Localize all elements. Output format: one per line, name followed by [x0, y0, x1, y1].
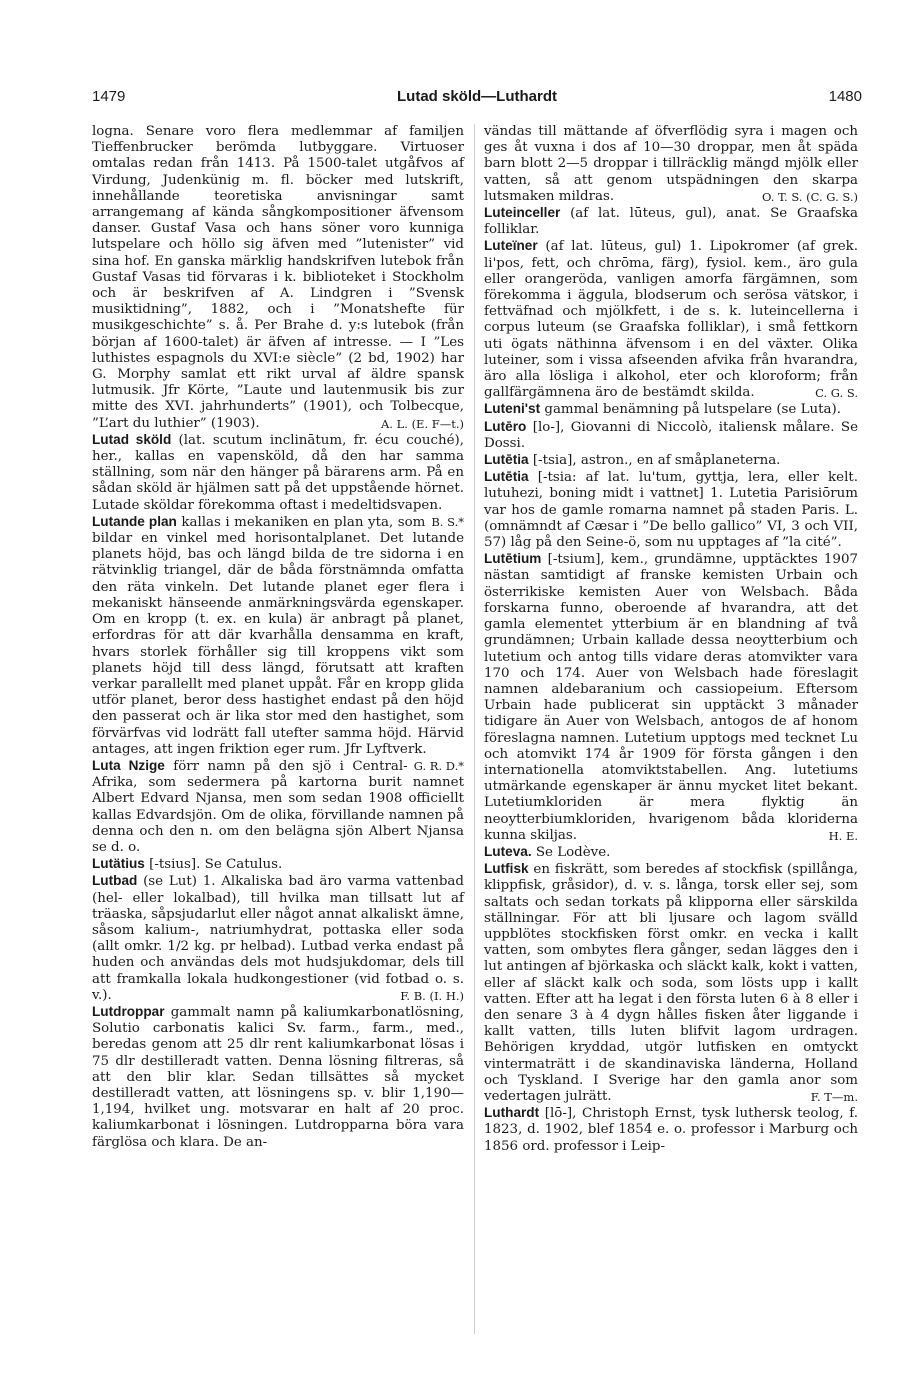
entry-text: [lo-], Giovanni di Niccolò, italiensk målare. Se Dossi. — [484, 419, 858, 451]
entry-text: (af lat. lūteus, gul) 1. Lipokromer (af grek. li'pos, fett, och chrōma, färg), fysiol. kem., äro gula eller orangeröda, vanligen amorfa färgämnen, som förekomma i äggula, blodserum och serösa vätskor, i fettväfnad och mjölkfett, i de s. k. luteincellerna i corpus luteum (se Graafska folliklar), i små fettkorn uti ögats näthinna äfvensom i en del växter. Olika luteiner, som i vissa afseenden afvika från hvarandra, äro alla lösliga i alkohol, eter och kloroform; från gallfärgämnena äro de bestämdt skilda. — [484, 239, 858, 401]
entry-lutdroppar — [92, 1004, 464, 1151]
headword: Luteinceller — [484, 205, 561, 221]
entry-continuation-lutdroppar — [484, 124, 858, 205]
entry-text: (af lat. lūteus, gul), anat. Se Graafska folliklar. — [484, 206, 858, 238]
entry-luthardt — [484, 1105, 858, 1155]
headword: Luta Nzige — [92, 757, 165, 773]
left-page-number: 1479 — [92, 88, 126, 105]
entry-text: Se Lodève. — [535, 844, 611, 860]
headword: Lutbad — [92, 873, 138, 889]
entry-lutbad — [92, 873, 464, 1004]
entry-lutfisk — [484, 861, 858, 1105]
entry-signature: H. E. — [828, 828, 858, 843]
headword: Lutēro — [484, 418, 527, 434]
entry-signature: G. R. D.* — [413, 758, 464, 773]
entry-signature: A. L. (E. F—t.) — [381, 416, 464, 431]
entry-text: [-tsius]. Se Catulus. — [149, 857, 283, 873]
headword: Luteïner — [484, 238, 538, 254]
entry-lutero — [484, 419, 858, 452]
headword: Lutdroppar — [92, 1003, 165, 1019]
entry-signature: F. B. (I. H.) — [400, 988, 464, 1003]
entry-luta-nzige — [92, 758, 464, 856]
headword: Lutētia — [484, 452, 529, 468]
entry-lutetia-astron — [484, 452, 858, 469]
entry-text: [-tsia: af lat. lu'tum, gyttja, lera, eller kelt. lutuhezi, boning midt i vattnet] 1. Lutetia Parisiōrum var hos de gamle romarna namnet på staden Paris. L. (omnämndt af Cæsar i ”De bello gallico” VI, 3 och VII, 57) låg på den Seine-ö, som nu upptages af ”la cité”. — [484, 470, 858, 551]
headword: Luteni'st — [484, 401, 541, 417]
headword: Luthardt — [484, 1105, 540, 1121]
entry-lutetia-city — [484, 469, 858, 551]
entry-text: [-tsia], astron., en af småplaneterna. — [532, 453, 781, 469]
entry-signature: O. T. S. (C. G. S.) — [761, 189, 858, 204]
entry-text: [lō-], Christoph Ernst, tysk luthersk teolog, f. 1823, d. 1902, blef 1854 e. o. professor i Marburg och 1856 ord. professor i Leip- — [484, 1106, 858, 1154]
entry-text: vändas till mättande af öfverflödig syra i magen och ges åt vuxna i dos af 10—30 droppar, men åt späda barn blott 2—5 droppar i tillräcklig mängd mjölk eller vatten, så att genom utspädningen den skarpa lutsmaken mildras. — [484, 124, 858, 204]
entry-luteinceller — [484, 205, 858, 238]
left-column — [92, 124, 464, 1151]
headword: Lutad sköld — [92, 431, 172, 447]
entry-lutatius — [92, 856, 464, 873]
page-header — [92, 88, 862, 110]
entry-signature: F. T—m. — [810, 1089, 858, 1104]
entry-signature: C. G. S. — [815, 386, 858, 401]
entry-lutetium — [484, 551, 858, 844]
entry-text: (lat. scutum inclinātum, fr. écu couché), her., kallas en vapensköld, då den har samma ställning, som när den hänger på bärarens arm. På en sådan sköld är hjälmen satt på det uppstående hörnet. Lutade sköldar förekomma oftast i medeltidsvapen. — [92, 432, 464, 513]
entry-luteva — [484, 844, 858, 861]
entry-text: [-tsium], kem., grundämne, upptäcktes 1907 nästan samtidigt af franske kemisten Urbain och österrikiske kemisten Auer von Welsbach. Båda forskarna funno, oberoende af hvarandra, att det gamla elementet ytterbium är en blandning af två grundämnen; Urbain kallade dessa neoytterbium och lutetium och antog tills vidare deras atomvikter vara 170 och 174. Auer von Welsbach hade föreslagit namnen aldebaranium och cassiopeium. Eftersom Urbain hade publicerat sin upptäckt 3 månader tidigare än Auer von Welsbach, antogos de af honom föreslagna namnen. Lutetium upptogs med tecknet Lu och atomvikt 174 år 1909 för första gången i den internationella atomviktstabellen. Ang. lutetiums utmärkande egenskaper är ännu mycket litet bekant. Lutetiumkloriden är mera flyktig än neoytterbiumkloriden, hvarigenom båda kloriderna kunna skiljas. — [484, 552, 858, 843]
headword: Lutätius — [92, 856, 145, 872]
entry-text: logna. Senare voro flera medlemmar af familjen Tieffenbrucker berömda lutbyggare. Virtuoser omtalas redan från 1413. På 1500-talet utgåfvos af Virdung, Judenkünig m. fl. böcker med lutskrift, innehållande teoretiska anvisningar samt arrangemang af kända sångkompositioner äfvensom danser. Gustaf Vasa och hans söner voro kunniga lutspelare och höllo sig äfven med ”lutenister” vid sina hof. En ganska märklig handskrifven lutebok från Gustaf Vasas tid förvaras i k. biblioteket i Stockholm och är beskrifven af A. Lindgren i ”Svensk musiktidning”, 1882, och i ”Monatshefte für musikgeschichte” s. å. Per Brahe d. y:s lutebok (från början af 1600-talet) är äfven af intresse. — I ”Les luthistes espagnols du XVI:e siècle” (2 bd, 1902) har G. Morphy samlat ett rikt urval af äldre spansk lutmusik. Jfr Körte, ”Laute und lautenmusik bis zur mitte des XVI. jahrhunderts” (1901), och Tolbecque, ”L’art du luthier” (1903). — [92, 124, 464, 431]
headword: Lutētia — [484, 469, 529, 485]
entry-text: en fiskrätt, som beredes af stockfisk (spillånga, klippfisk, gråsidor), d. v. s. långa, torsk eller sej, som saltats och sedan torkats på klipporna eller särskilda ställningar. För att bli ljusare och lagom svälld uppblötes stockfisken först omkr. en vecka i kallt vatten, som ombytes flera gånger, sedan lägges den i lut antingen af björkaska och släckt kalk, kokt i vatten, eller af släckt kalk och soda, som lösts upp i kallt vatten. Efter att ha legat i den första luten 6 à 8 eller i den senare 3 à 4 dygn hålles fisken åter liggande i kallt vatten, tills luten blifvit lagom urdragen. Behörigen kryddad, utgör lutfisken en omtyckt vintermaträtt i de skandinaviska länderna, Holland och Tyskland. I Sverige har den gamla anor som vedertagen julrätt. — [484, 862, 858, 1104]
entry-text: gammalt namn på kaliumkarbonatlösning, Solutio carbonatis kalici Sv. farm., farm., med., beredas genom att 25 dlr rent kaliumkarbonat lösas i 75 dlr destilleradt vatten. Denna lösning filtreras, så att den blir klar. Sedan tillsättes så mycket destilleradt vatten, att lösningens sp. v. blir 1,190—1,194, hvilket ung. motsvarar en halt af 20 proc. kaliumkarbonat i lösningen. Lutdropparna böra vara färglösa och klara. De an- — [92, 1004, 464, 1150]
entry-text: gammal benämning på lutspelare (se Luta). — [544, 402, 841, 418]
entry-continuation-luta — [92, 124, 464, 432]
right-page-number: 1480 — [828, 88, 862, 105]
entry-text: (se Lut) 1. Alkaliska bad äro varma vattenbad (hel- eller lokalbad), till hvilka man tillsatt lut af träaska, såpsjudarlut eller något annat alkaliskt ämne, såsom kalium-, natriumhydrat, pottaska eller soda (allt omkr. 1/2 kg. pr helbad). Lutbad verka endast på huden och användas dels mot hudsjukdomar, dels till att framkalla lokala hudkongestioner (vid fotbad o. s. v.). — [92, 874, 464, 1003]
entry-text: kallas i mekaniken en plan yta, som bildar en vinkel med horisontalplanet. Det lutande planets höjd, bas och längd bilda de tre sidorna i en rätvinklig triangel, där de båda förstnämnda omfatta den räta vinkeln. Det lutande planet eger flera i mekaniskt hänseende anmärkningsvärda egenskaper. Om en kropp (t. ex. en kula) är anbragt på planet, erfordras för att där kvarhålla densamma en kraft, hvars storlek förhåller sig till kroppens vikt som planets höjd till dess längd, förutsatt att kraften verkar parallellt med planet uppåt. Får en kropp glida utför planet, beror dess hastighet endast på den höjd den passerat och är lika stor med den hastighet, som förvärfvas vid lodrätt fall utefter samma höjd. Härvid antages, att ingen friktion eger rum. Jfr Lyftverk. — [92, 514, 464, 757]
entry-text: förr namn på den sjö i Central-Afrika, som sedermera på kartorna burit namnet Albert Edvard Njansa, men som sedan 1908 officiellt kallas Edvardsjön. Om de olika, förvillande namnen på denna och den n. om den belägna sjön Albert Njansa se d. o. — [92, 758, 464, 855]
entry-signature: B. S.* — [431, 514, 464, 529]
entry-lutenist — [484, 401, 858, 418]
right-column — [484, 124, 858, 1155]
headword: Lutfisk — [484, 861, 529, 877]
entry-luteiner — [484, 238, 858, 401]
headword: Luteva. — [484, 843, 532, 859]
page-title: Lutad sköld—Luthardt — [397, 88, 557, 105]
headword: Lutande plan — [92, 513, 177, 529]
column-divider — [474, 124, 475, 1334]
headword: Lutētium — [484, 551, 542, 567]
